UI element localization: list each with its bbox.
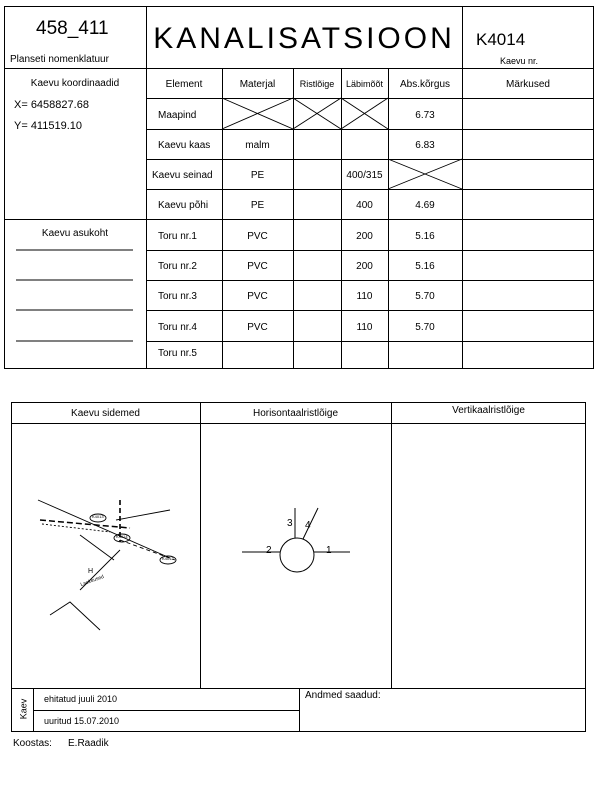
- table-cell-elevation: 5.16: [415, 261, 435, 272]
- table-cell-diameter: 400: [356, 200, 373, 211]
- table-cell-element: Kaevu kaas: [158, 140, 211, 151]
- sheet-number: 458_411: [36, 18, 109, 39]
- divider: [391, 402, 392, 688]
- table-cell-material: PVC: [247, 261, 268, 272]
- panel-title-connections: Kaevu sidemed: [71, 408, 140, 419]
- divider: [33, 710, 299, 711]
- table-cell-elevation: 6.73: [415, 110, 435, 121]
- column-header: Märkused: [506, 79, 550, 90]
- table-cell-material: PVC: [247, 231, 268, 242]
- pipe-label: 4: [305, 520, 311, 531]
- table-cell-elevation: 4.69: [415, 200, 435, 211]
- column-header: Läbimõõt: [345, 79, 384, 89]
- divider: [299, 688, 300, 732]
- data-source-label: Andmed saadud:: [305, 690, 381, 701]
- table-cell-element: Maapind: [158, 110, 197, 121]
- author-name: E.Raadik: [68, 738, 109, 749]
- horizontal-section-drawing: [200, 500, 391, 620]
- table-cell-diameter: 400/315: [346, 170, 383, 181]
- survey-date: uuritud 15.07.2010: [44, 716, 120, 726]
- table-cell-element: Toru nr.1: [158, 231, 197, 242]
- sketch-label: K4013: [92, 514, 104, 519]
- pipe-label: 3: [287, 518, 293, 529]
- sketch-label: H: [88, 568, 94, 575]
- table-cell-element: Kaevu seinad: [152, 170, 213, 181]
- column-header: Element: [165, 79, 203, 90]
- coordinate-x: X= 6458827.68: [14, 99, 89, 111]
- column-header: Ristlõige: [299, 79, 335, 89]
- author-label: Koostas:: [13, 738, 52, 749]
- table-cell-material: malm: [245, 140, 270, 151]
- table-cell-diameter: 110: [356, 322, 373, 333]
- table-cell-material: PE: [250, 200, 265, 211]
- page-title: KANALISATSIOON: [153, 22, 455, 55]
- panel-title-vertical: Vertikaalristlõige: [452, 405, 525, 416]
- table-cell-element: Toru nr.3: [158, 291, 197, 302]
- site-sketch: [20, 480, 220, 640]
- table-cell-material: PE: [250, 170, 265, 181]
- table-cell-elevation: 5.70: [415, 322, 435, 333]
- sketch-label: K4012: [162, 556, 174, 561]
- divider: [11, 423, 586, 424]
- table-cell-element: Kaevu põhi: [158, 200, 209, 211]
- table-cell-diameter: 200: [356, 261, 373, 272]
- column-header: Materjal: [239, 79, 276, 90]
- table-cell-elevation: 6.83: [415, 140, 435, 151]
- table-cell-element: Toru nr.2: [158, 261, 197, 272]
- sketch-label: K4014: [116, 534, 128, 539]
- table-cell-material: PVC: [247, 291, 268, 302]
- pipe-label: 2: [266, 545, 272, 556]
- coordinates-heading: Kaevu koordinaadid: [30, 78, 120, 89]
- table-cell-elevation: 5.70: [415, 291, 435, 302]
- table-cell-element: Toru nr.5: [158, 348, 197, 359]
- table-cell-element: Toru nr.4: [158, 322, 197, 333]
- table-cell-diameter: 200: [356, 231, 373, 242]
- coordinate-y: Y= 411519.10: [14, 120, 82, 132]
- column-header: Abs.kõrgus: [399, 79, 451, 90]
- sheet-label: Planseti nomenklatuur: [10, 54, 109, 65]
- well-number: K4014: [476, 30, 526, 49]
- table-cell-diameter: 110: [356, 291, 373, 302]
- sketch-label: Laokeused: [79, 573, 105, 589]
- table-cell-material: PVC: [247, 322, 268, 333]
- panel-title-horizontal: Horisontaalristlõige: [252, 408, 339, 419]
- table-cell-elevation: 5.16: [415, 231, 435, 242]
- location-heading: Kaevu asukoht: [41, 228, 109, 239]
- side-label: Kaev: [18, 698, 29, 720]
- well-label: Kaevu nr.: [500, 56, 539, 66]
- built-date: ehitatud juuli 2010: [44, 694, 118, 704]
- pipe-label: 1: [326, 545, 332, 556]
